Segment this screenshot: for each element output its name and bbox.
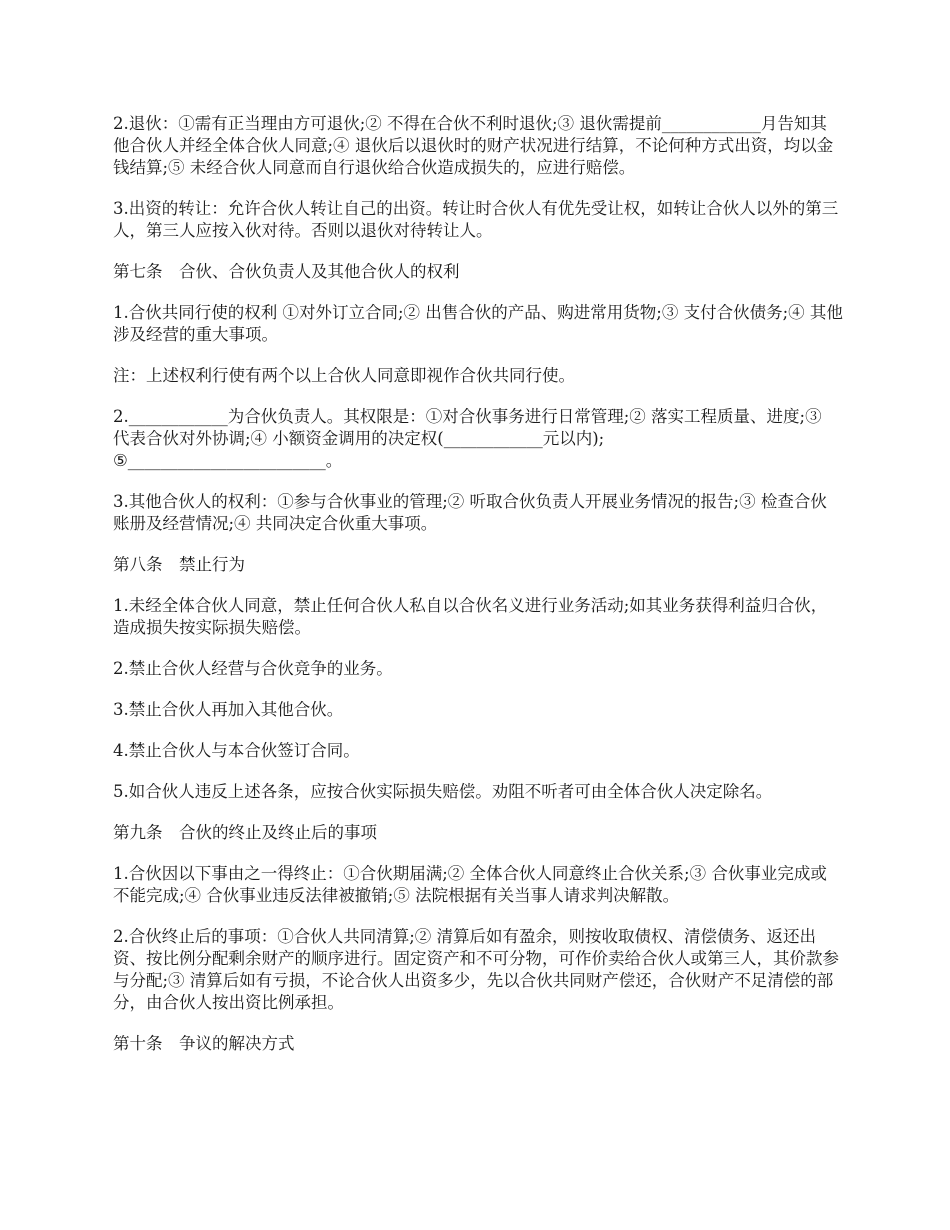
paragraph-prohibition-4: 4.禁止合伙人与本合伙签订合同。 (113, 741, 360, 760)
article-8-heading: 第八条 禁止行为 (113, 555, 245, 574)
document-page (113, 113, 843, 1074)
article-10-heading: 第十条 争议的解决方式 (113, 1034, 295, 1053)
paragraph-withdrawal: 2.退伙：①需有正当理由方可退伙;② 不得在合伙不利时退伙;③ 退伙需提前____________月告知其他合伙人并经全体合伙人同意;④ 退伙后以退伙时的财产状况进行结算，不论何种方式出资，均以金钱结算;⑤ 未经合伙人同意而自行退伙给合伙造成损失的，应进行赔偿。 (113, 114, 834, 177)
article-9-heading: 第九条 合伙的终止及终止后的事项 (113, 823, 377, 842)
paragraph-other-partner-rights: 3.其他合伙人的权利：①参与合伙事业的管理;② 听取合伙负责人开展业务情况的报告;③ 检查合伙账册及经营情况;④ 共同决定合伙重大事项。 (113, 492, 827, 533)
paragraph-prohibition-2: 2.禁止合伙人经营与合伙竞争的业务。 (113, 659, 393, 678)
paragraph-prohibition-5: 5.如合伙人违反上述各条，应按合伙实际损失赔偿。劝阻不听者可由全体合伙人决定除名。 (113, 782, 773, 801)
paragraph-post-termination: 2.合伙终止后的事项：①合伙人共同清算;② 清算后如有盈余，则按收取债权、清偿债务、返还出资、按比例分配剩余财产的顺序进行。固定资产和不可分物，可作价卖给合伙人或第三人，其价款参与分配;③ 清算后如有亏损，不论合伙人出资多少，先以合伙共同财产偿还，合伙财产不足清偿的部分，由合伙人按出资比例承担。 (113, 927, 839, 1012)
paragraph-prohibition-1: 1.未经全体合伙人同意，禁止任何合伙人私自以合伙名义进行业务活动;如其业务获得利益归合伙，造成损失按实际损失赔偿。 (113, 596, 828, 637)
paragraph-note: 注：上述权利行使有两个以上合伙人同意即视作合伙共同行使。 (113, 366, 575, 385)
paragraph-joint-rights: 1.合伙共同行使的权利 ①对外订立合同;② 出售合伙的产品、购进常用货物;③ 支付合伙债务;④ 其他涉及经营的重大事项。 (113, 303, 843, 344)
article-7-heading: 第七条 合伙、合伙负责人及其他合伙人的权利 (113, 262, 460, 281)
paragraph-manager-authority: 2.____________为合伙负责人。其权限是：①对合伙事务进行日常管理;② 落实工程质量、进度;③ 代表合伙对外协调;④ 小额资金调用的决定权(____________元以内); ⑤________________________。 (113, 407, 822, 470)
paragraph-prohibition-3: 3.禁止合伙人再加入其他合伙。 (113, 700, 344, 719)
paragraph-capital-transfer: 3.出资的转让：允许合伙人转让自己的出资。转让时合伙人有优先受让权，如转让合伙人以外的第三人，第三人应按入伙对待。否则以退伙对待转让人。 (113, 199, 839, 240)
paragraph-termination-causes: 1.合伙因以下事由之一得终止：①合伙期届满;② 全体合伙人同意终止合伙关系;③ 合伙事业完成或不能完成;④ 合伙事业违反法律被撤销;⑤ 法院根据有关当事人请求判决解散。 (113, 864, 827, 905)
